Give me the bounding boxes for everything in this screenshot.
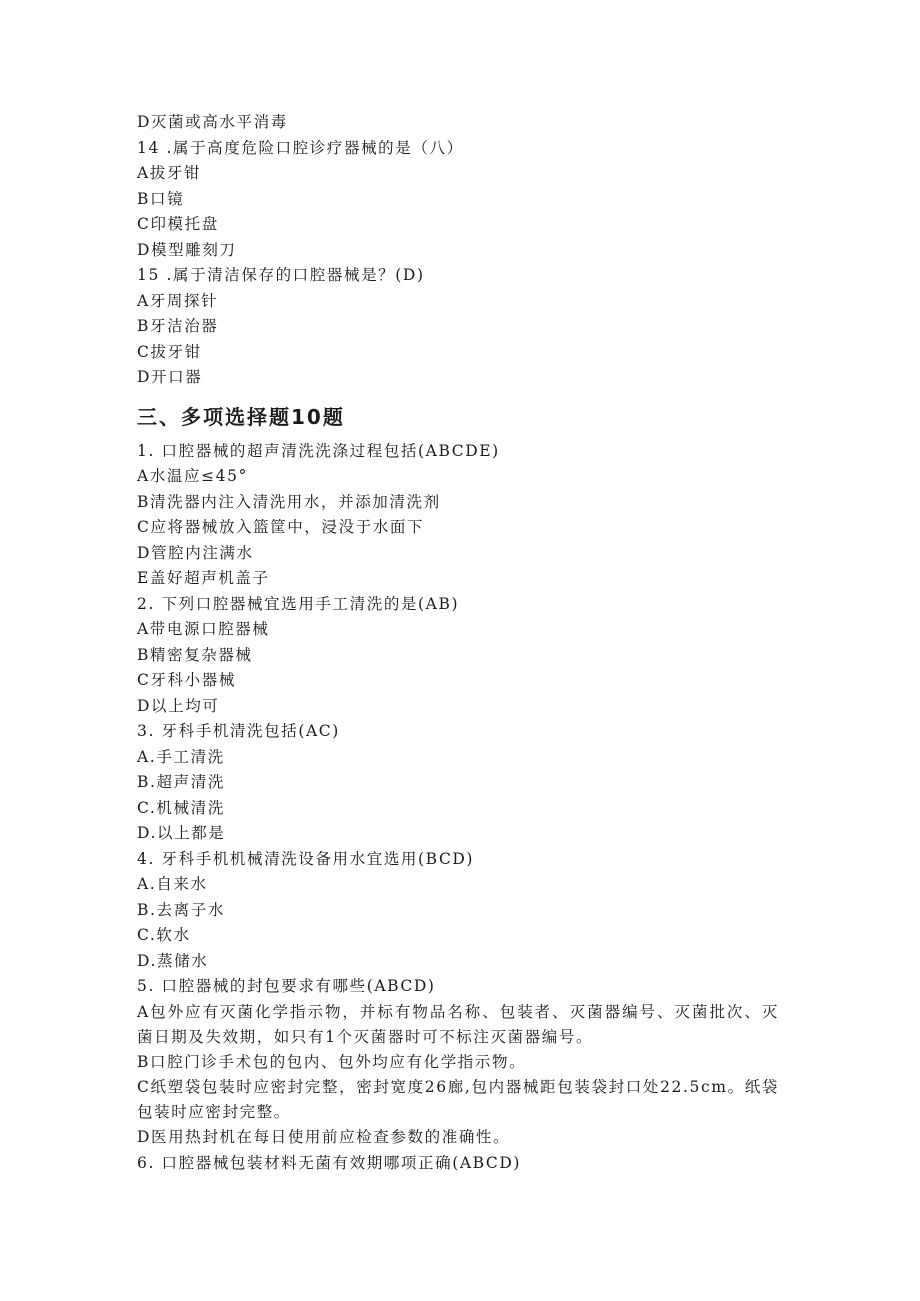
question-5-stem: 5. 口腔器械的封包要求有哪些(ABCD)	[137, 977, 436, 995]
option-line: C.机械清洗	[137, 798, 225, 817]
option-line: B.去离子水	[137, 900, 225, 919]
option-line: D.蒸储水	[137, 951, 209, 970]
option-line: D.以上都是	[137, 824, 226, 842]
question-3-stem: 3. 牙科手机清洗包括(AC)	[137, 722, 340, 740]
option-line: D灭菌或高水平消毒	[137, 113, 288, 131]
option-line: B口腔门诊手术包的包内、包外均应有化学指示物。	[137, 1052, 527, 1071]
option-line: B清洗器内注入清洗用水，并添加清洗剂	[137, 492, 441, 511]
option-line: E盖好超声机盖子	[137, 569, 270, 587]
question-14-stem: 14 .属于高度危险口腔诊疗器械的是（八）	[137, 138, 464, 157]
option-line: A水温应≤45°	[137, 467, 248, 485]
question-6-stem: 6. 口腔器械包装材料无菌有效期哪项正确(ABCD)	[137, 1153, 522, 1172]
option-line: C.软水	[137, 926, 191, 944]
option-line: A.手工清洗	[137, 747, 225, 766]
option-line: C牙科小器械	[137, 671, 236, 689]
question-1-stem: 1. 口腔器械的超声清洗洗涤过程包括(ABCDE)	[137, 441, 500, 460]
option-line: D以上均可	[137, 696, 220, 715]
question-15-stem: 15 .属于清洁保存的口腔器械是？(D)	[137, 266, 425, 284]
document-body	[137, 110, 787, 1176]
option-line: A牙周探针	[137, 291, 219, 310]
option-line: D医用热封机在每日使用前应检查参数的准确性。	[137, 1128, 511, 1146]
option-line: B口镜	[137, 189, 185, 208]
option-line: D模型雕刻刀	[137, 240, 237, 259]
option-line: D开口器	[137, 368, 203, 386]
option-line: C应将器械放入篮筐中，浸没于水面下	[137, 518, 425, 536]
option-line: B精密复杂器械	[137, 645, 253, 664]
section-heading: 三、多项选择题10题	[137, 404, 345, 429]
option-line: A拔牙钳	[137, 164, 202, 182]
option-line: B牙洁治器	[137, 317, 219, 335]
option-line: B.超声清洗	[137, 773, 225, 791]
question-2-stem: 2. 下列口腔器械宜选用手工清洗的是(AB)	[137, 594, 460, 613]
option-paragraph: A包外应有灭菌化学指示物，并标有物品名称、包装者、灭菌器编号、灭菌批次、灭菌日期及失效期，如只有1个灭菌器时可不标注灭菌器编号。	[137, 1002, 779, 1046]
option-line: A.自来水	[137, 875, 208, 893]
option-line: A带电源口腔器械	[137, 620, 270, 638]
option-paragraph: C纸塑袋包装时应密封完整，密封宽度26廊,包内器械距包装袋封口处22.5cm。纸袋包装时应密封完整。	[137, 1078, 779, 1121]
option-line: C印模托盘	[137, 215, 219, 233]
question-4-stem: 4. 牙科手机机械清洗设备用水宜选用(BCD)	[137, 849, 475, 868]
option-line: D管腔内注满水	[137, 543, 254, 562]
option-line: C拔牙钳	[137, 342, 202, 361]
